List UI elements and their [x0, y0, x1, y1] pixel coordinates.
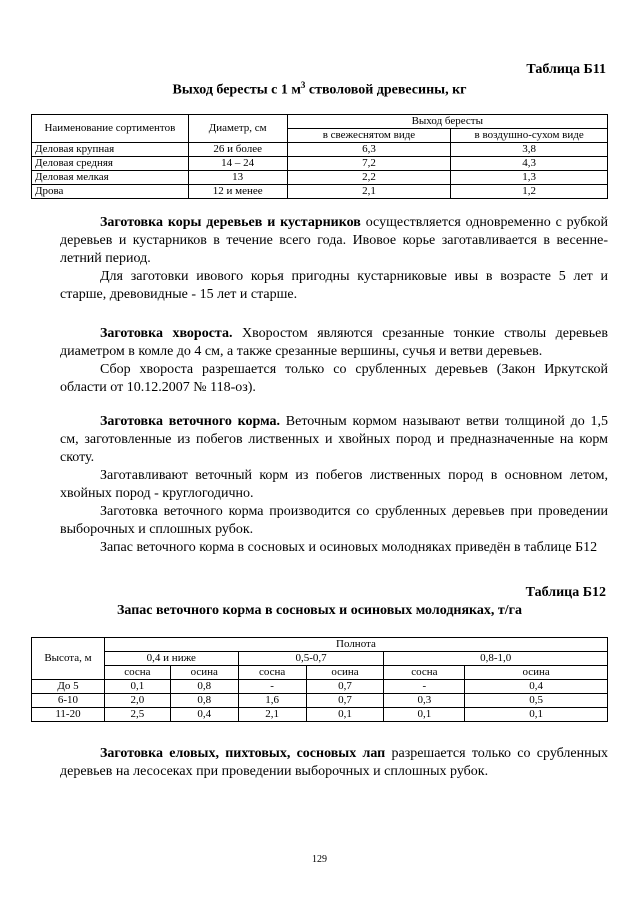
cell-dry: 3,8: [451, 143, 608, 157]
table-b11-title: Выход бересты с 1 $м^3$ стволовой древесины, кг: [172, 80, 467, 98]
cell-value: 0,3: [384, 694, 465, 708]
table-b12-header-height: Высота, м: [32, 638, 105, 680]
cell-dry: 1,3: [451, 171, 608, 185]
table-row: [32, 185, 608, 199]
table-b11-header-yield: Выход бересты: [287, 115, 607, 129]
cell-value: 2,5: [104, 708, 170, 722]
section-paws-heading: Заготовка еловых, пихтовых, сосновых лап: [100, 746, 386, 761]
cell-value: 0,8: [170, 694, 238, 708]
cell-dry: 4,3: [451, 157, 608, 171]
table-b11-header-name: Наименование сортиментов: [32, 115, 189, 143]
cell-value: 2,0: [104, 694, 170, 708]
section-bark-text: осуществляется одновременно с рубкой деревьев и кустарников в течение всего года. Ивовое корье заготавливается в весенне-летний период.: [60, 215, 608, 266]
table-row: [32, 157, 608, 171]
cell-value: 0,4: [465, 680, 608, 694]
table-b12-sub-pine: сосна: [104, 666, 170, 680]
table-b12-header-density: Полнота: [104, 638, 607, 652]
section-bark-text-2: Для заготовки ивового корья пригодны кустарниковые ивы в возрасте 5 лет и старше, древовидные - 15 лет и старше.: [60, 269, 608, 302]
cell-diameter: 13: [188, 171, 287, 185]
table-row: [32, 708, 608, 722]
section-feed-text: Веточным кормом называют ветви толщиной до 1,5 см, заготовленные из побегов лиственных и хвойных пород и предназначенные на корм скоту.: [60, 414, 608, 465]
cell-diameter: 26 и более: [188, 143, 287, 157]
cell-value: 0,4: [170, 708, 238, 722]
table-row: [32, 171, 608, 185]
cell-diameter: 14 – 24: [188, 157, 287, 171]
cell-height: До 5: [32, 680, 105, 694]
table-b11-header-fresh: в свежеснятом виде: [287, 129, 451, 143]
page-number: 129: [312, 854, 327, 865]
table-b11-header-dry: в воздушно-сухом виде: [451, 129, 608, 143]
table-row: [32, 680, 608, 694]
cell-fresh: 2,1: [287, 185, 451, 199]
section-brushwood: [60, 325, 608, 397]
section-feed-heading: Заготовка веточного корма.: [100, 414, 281, 429]
cell-value: -: [238, 680, 306, 694]
cell-name: Деловая мелкая: [32, 171, 189, 185]
table-b11: [31, 114, 608, 199]
cell-height: 6-10: [32, 694, 105, 708]
table-b12-sub-aspen: осина: [465, 666, 608, 680]
cell-value: 0,8: [170, 680, 238, 694]
section-brushwood-heading: Заготовка хвороста.: [100, 326, 233, 341]
section-brushwood-text: Хворостом являются срезанные тонкие стволы деревьев диаметром в комле до 4 см, а также срезанные вершины, сучья и ветви деревьев.: [60, 326, 608, 359]
cell-value: 1,6: [238, 694, 306, 708]
cell-name: Деловая крупная: [32, 143, 189, 157]
cell-value: 2,1: [238, 708, 306, 722]
table-b12-sub-aspen: осина: [170, 666, 238, 680]
section-feed-text-2: Заготавливают веточный корм из побегов лиственных пород в основном летом, хвойных пород - круглогодично.: [60, 468, 608, 501]
cell-value: 0,7: [306, 680, 384, 694]
cell-fresh: 2,2: [287, 171, 451, 185]
table-b12-group-high: 0,8-1,0: [384, 652, 608, 666]
cell-value: 0,1: [384, 708, 465, 722]
cell-fresh: 7,2: [287, 157, 451, 171]
cell-value: 0,1: [465, 708, 608, 722]
table-b11-header-diameter: Диаметр, см: [188, 115, 287, 143]
cell-dry: 1,2: [451, 185, 608, 199]
cell-value: 0,1: [306, 708, 384, 722]
cell-value: -: [384, 680, 465, 694]
cell-diameter: 12 и менее: [188, 185, 287, 199]
cell-value: 0,1: [104, 680, 170, 694]
section-bark-heading: Заготовка коры деревьев и кустарников: [100, 215, 361, 230]
cell-height: 11-20: [32, 708, 105, 722]
section-feed-text-3: Заготовка веточного корма производится со срубленных деревьев при проведении выборочных и сплошных рубок.: [60, 504, 608, 537]
table-b12-group-mid: 0,5-0,7: [238, 652, 384, 666]
section-paws: [60, 745, 608, 781]
table-b12-title: Запас веточного корма в сосновых и осиновых молодняках, т/га: [116, 603, 523, 618]
section-feed: [60, 413, 608, 557]
table-b12-sub-pine: сосна: [384, 666, 465, 680]
table-row: [32, 694, 608, 708]
table-b12-label: Таблица Б12: [525, 585, 606, 600]
cell-name: Деловая средняя: [32, 157, 189, 171]
table-b11-label: Таблица Б11: [526, 62, 606, 77]
cell-name: Дрова: [32, 185, 189, 199]
cell-value: 0,7: [306, 694, 384, 708]
table-b12-sub-pine: сосна: [238, 666, 306, 680]
section-bark: [60, 214, 608, 304]
section-paws-text: разрешается только со срубленных деревьев на лесосеках при проведении выборочных и сплошных рубок.: [60, 746, 608, 779]
cell-fresh: 6,3: [287, 143, 451, 157]
table-b12-sub-aspen: осина: [306, 666, 384, 680]
section-brushwood-text-2: Сбор хвороста разрешается только со срубленных деревьев (Закон Иркутской области от 10.12.2007 № 118-оз).: [60, 362, 608, 395]
section-feed-text-4: Запас веточного корма в сосновых и осиновых молодняках приведён в таблице Б12: [100, 540, 598, 555]
table-row: [32, 143, 608, 157]
table-b12: [31, 637, 608, 722]
cell-value: 0,5: [465, 694, 608, 708]
table-b12-group-low: 0,4 и ниже: [104, 652, 238, 666]
